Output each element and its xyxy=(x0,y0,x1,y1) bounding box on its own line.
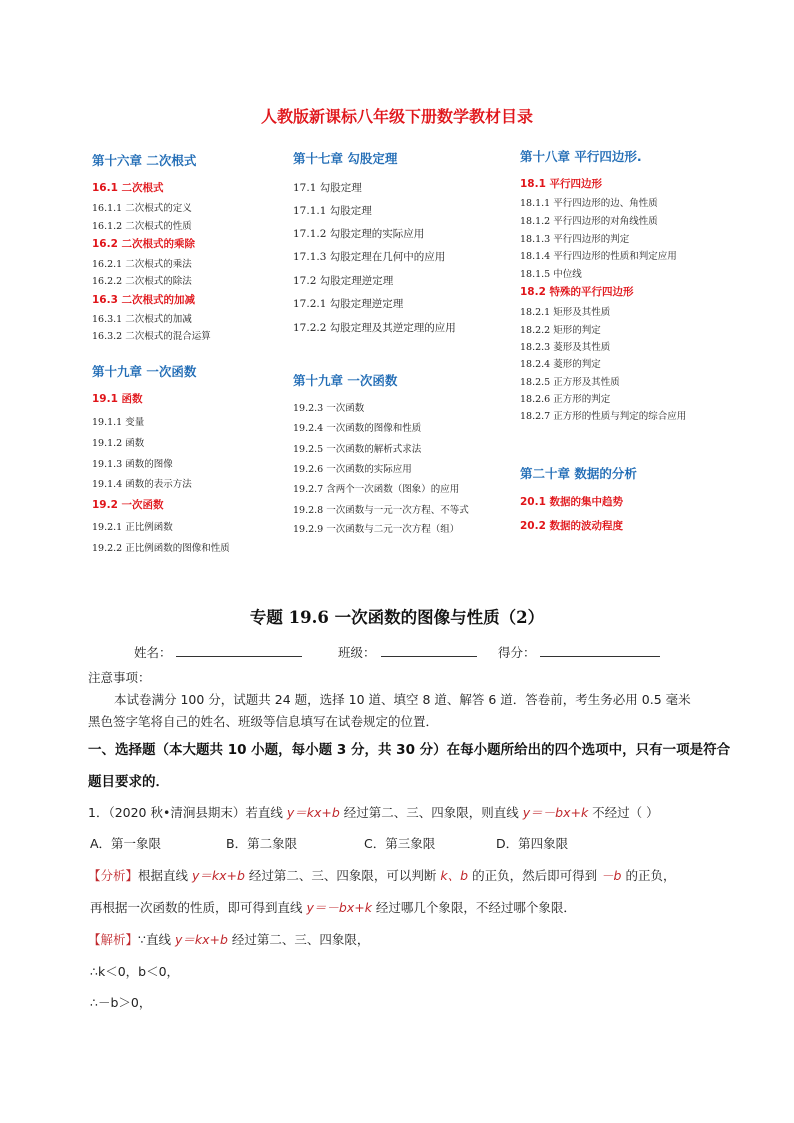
toc-item: 19.2.4 一次函数的图像和性质 xyxy=(293,423,422,434)
toc-item: 19.2.5 一次函数的解析式求法 xyxy=(293,444,422,455)
analysis-text: 再根据一次函数的性质，即可得到直线 xyxy=(90,900,307,915)
toc-item: 17.1.2 勾股定理的实际应用 xyxy=(293,228,425,240)
toc-item: 17.1.3 勾股定理在几何中的应用 xyxy=(293,251,446,263)
class-field[interactable] xyxy=(381,656,477,657)
toc-item: 16.1.2 二次根式的性质 xyxy=(92,221,192,232)
toc-item: 19.2.8 一次函数与一元一次方程、不等式 xyxy=(293,505,469,516)
equation: y＝kx+b xyxy=(286,805,340,820)
solution-text: ∵直线 xyxy=(138,932,175,947)
toc-item: 18.2.4 菱形的判定 xyxy=(520,359,601,370)
section-18-2: 18.2 特殊的平行四边形 xyxy=(520,286,634,298)
name-label: 姓名： xyxy=(134,645,172,660)
section-19-2: 19.2 一次函数 xyxy=(92,499,164,511)
chapter-20-heading: 第二十章 数据的分析 xyxy=(520,466,637,481)
option-c: C．第三象限 xyxy=(364,836,436,851)
option-b: B．第二象限 xyxy=(226,836,298,851)
toc-item: 18.2.1 矩形及其性质 xyxy=(520,307,611,318)
question-1-stem xyxy=(88,803,659,821)
score-field[interactable] xyxy=(540,656,660,657)
toc-item: 17.2 勾股定理逆定理 xyxy=(293,275,394,287)
toc-item: 19.2.1 正比例函数 xyxy=(92,522,173,533)
analysis-text: 经过哪几个象限，不经过哪个象限． xyxy=(371,900,576,915)
section-1-heading-cont: 题目要求的． xyxy=(88,774,169,790)
analysis-line-1 xyxy=(88,866,675,884)
variable: －b xyxy=(601,868,622,883)
chapter-17-heading: 第十七章 勾股定理 xyxy=(293,151,398,166)
toc-item: 19.1.3 函数的图像 xyxy=(92,459,173,470)
toc-item: 16.2.1 二次根式的乘法 xyxy=(92,259,192,270)
option-d: D．第四象限 xyxy=(496,836,569,851)
section-16-2: 16.2 二次根式的乘除 xyxy=(92,238,196,250)
section-18-1: 18.1 平行四边形 xyxy=(520,178,603,190)
analysis-line-2 xyxy=(90,898,576,916)
analysis-text: 的正负， xyxy=(621,868,676,883)
analysis-tag: 【分析】 xyxy=(88,868,139,883)
toc-item: 16.2.2 二次根式的除法 xyxy=(92,276,192,287)
score-label: 得分： xyxy=(498,645,536,660)
equation: y＝－bx+k xyxy=(522,805,589,820)
section-20-1: 20.1 数据的集中趋势 xyxy=(520,496,624,508)
toc-item: 18.1.1 平行四边形的边、角性质 xyxy=(520,198,658,209)
solution-line-3: ∴－b＞0， xyxy=(90,995,152,1010)
toc-item: 18.1.3 平行四边形的判定 xyxy=(520,234,630,245)
toc-item: 17.1 勾股定理 xyxy=(293,182,362,194)
analysis-text: 根据直线 xyxy=(138,868,192,883)
toc-item: 18.1.4 平行四边形的性质和判定应用 xyxy=(520,251,677,262)
analysis-text: 的正负，然后即可得到 xyxy=(468,868,602,883)
section-16-1: 16.1 二次根式 xyxy=(92,182,164,194)
equation: y＝－bx+k xyxy=(306,900,372,915)
toc-item: 17.2.2 勾股定理及其逆定理的应用 xyxy=(293,322,456,334)
question-stem-text: 经过第二、三、四象限，则直线 xyxy=(339,805,523,820)
toc-item: 16.3.2 二次根式的混合运算 xyxy=(92,331,211,342)
question-stem-text: 1．（2020 秋•清涧县期末）若直线 xyxy=(88,805,287,820)
solution-tag: 【解析】 xyxy=(88,932,139,947)
toc-item: 19.2.9 一次函数与二元一次方程（组） xyxy=(293,524,460,535)
name-field[interactable] xyxy=(176,656,302,657)
solution-line-1 xyxy=(88,930,369,948)
toc-item: 19.1.1 变量 xyxy=(92,417,145,428)
solution-line-2: ∴k＜0，b＜0， xyxy=(90,964,180,979)
solution-text: 经过第二、三、四象限， xyxy=(227,932,370,947)
topic-title: 专题 19.6 一次函数的图像与性质（2） xyxy=(249,608,545,627)
question-stem-text: 不经过（ ） xyxy=(588,805,659,820)
toc-item: 17.1.1 勾股定理 xyxy=(293,205,372,217)
variables: k、b xyxy=(440,868,469,883)
toc-item: 19.2.6 一次函数的实际应用 xyxy=(293,464,412,475)
toc-item: 16.1.1 二次根式的定义 xyxy=(92,203,192,214)
toc-item: 18.1.2 平行四边形的对角线性质 xyxy=(520,216,658,227)
notice-heading: 注意事项： xyxy=(88,670,151,685)
toc-item: 19.1.2 函数 xyxy=(92,438,145,449)
chapter-16-heading: 第十六章 二次根式 xyxy=(92,153,197,168)
toc-item: 18.1.5 中位线 xyxy=(520,269,582,280)
option-a: A．第一象限 xyxy=(90,836,162,851)
class-label: 班级： xyxy=(338,645,376,660)
chapter-19-continued-heading: 第十九章 一次函数 xyxy=(293,373,398,388)
section-16-3: 16.3 二次根式的加减 xyxy=(92,294,196,306)
section-20-2: 20.2 数据的波动程度 xyxy=(520,520,624,532)
toc-item: 16.3.1 二次根式的加减 xyxy=(92,314,192,325)
toc-item: 18.2.7 正方形的性质与判定的综合应用 xyxy=(520,411,687,422)
toc-item: 19.1.4 函数的表示方法 xyxy=(92,479,192,490)
equation: y＝kx+b xyxy=(174,932,228,947)
toc-item: 18.2.6 正方形的判定 xyxy=(520,394,611,405)
notice-line-2: 黑色签字笔将自己的姓名、班级等信息填写在试卷规定的位置． xyxy=(88,714,439,729)
chapter-19-heading: 第十九章 一次函数 xyxy=(92,364,197,379)
toc-item: 19.2.7 含两个一次函数（图象）的应用 xyxy=(293,484,460,495)
toc-item: 17.2.1 勾股定理逆定理 xyxy=(293,298,404,310)
toc-item: 18.2.2 矩形的判定 xyxy=(520,325,601,336)
analysis-text: 经过第二、三、四象限，可以判断 xyxy=(244,868,441,883)
section-1-heading: 一、选择题（本大题共 10 小题，每小题 3 分，共 30 分）在每小题所给出的四个选项中，只有一项是符合 xyxy=(88,742,731,758)
toc-item: 18.2.3 菱形及其性质 xyxy=(520,342,611,353)
equation: y＝kx+b xyxy=(192,868,245,883)
notice-line-1: 本试卷满分 100 分，试题共 24 题，选择 10 道、填空 8 道、解答 6 道．答卷前，考生务必用 0.5 毫米 xyxy=(114,692,691,707)
toc-item: 19.2.2 正比例函数的图像和性质 xyxy=(92,543,230,554)
toc-item: 19.2.3 一次函数 xyxy=(293,403,365,414)
toc-item: 18.2.5 正方形及其性质 xyxy=(520,377,620,388)
chapter-18-heading: 第十八章 平行四边形. xyxy=(520,149,642,164)
page-title: 人教版新课标八年级下册数学教材目录 xyxy=(260,107,533,126)
section-19-1: 19.1 函数 xyxy=(92,393,143,405)
